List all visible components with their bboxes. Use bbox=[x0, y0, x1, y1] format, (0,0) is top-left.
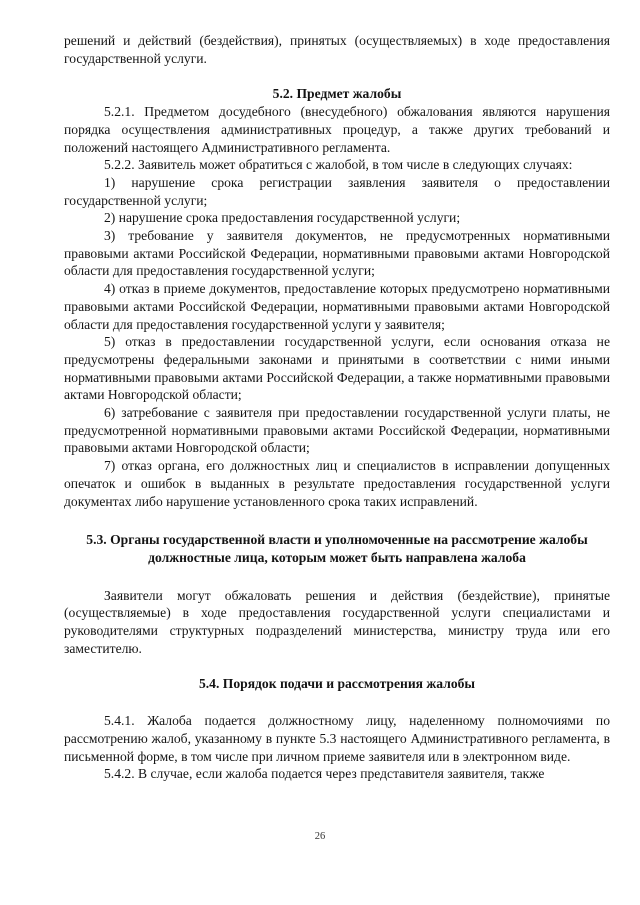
paragraph-5-2-2: 5.2.2. Заявитель может обратиться с жалобой, в том числе в следующих случаях: bbox=[104, 157, 573, 173]
section-5-4-heading: 5.4. Порядок подачи и рассмотрения жалобы bbox=[198, 675, 476, 691]
list-item-1: 1) нарушение срока регистрации заявления заявителя о предоставлении государственной услуги; bbox=[64, 174, 610, 208]
list-item-2: 2) нарушение срока предоставления государственной услуги; bbox=[104, 210, 461, 226]
paragraph-5-3: Заявители могут обжаловать решения и действия (бездействие), принятые (осуществляемые) в ходе предоставления государственной услуги специалистами и руководителями структурных подразделений министерства, министру труда или его заместителю. bbox=[64, 587, 610, 656]
list-item-5: 5) отказ в предоставлении государственной услуги, если основания отказа не предусмотрены федеральными законами и принятыми в соответствии с ними иными нормативными правовыми актами Российской Федерации, а также нормативными правовыми актами Новгородской области; bbox=[64, 334, 610, 403]
list-item-6: 6) затребование с заявителя при предоставлении государственной услуги платы, не предусмотренной нормативными правовыми актами Российской Федерации, нормативными правовыми актами Новгородской области; bbox=[64, 405, 610, 456]
list-item-3: 3) требование у заявителя документов, не предусмотренных нормативными правовыми актами Российской Федерации, нормативными правовыми актами Новгородской области для предоставления государственной услуги; bbox=[64, 228, 610, 279]
section-5-3-heading: 5.3. Органы государственной власти и уполномоченные на рассмотрение жалобы должностные лица, которым может быть направлена жалоба bbox=[86, 532, 588, 565]
list-item-4: 4) отказ в приеме документов, предоставление которых предусмотрено нормативными правовыми актами Российской Федерации, нормативными правовыми актами Новгородской области для предоставления государственной услуги у заявителя; bbox=[64, 281, 610, 332]
list-item-7: 7) отказ органа, его должностных лиц и специалистов в исправлении допущенных опечаток и ошибок в выданных в результате предоставления государственной услуги документах либо нарушение установленного срока таких исправлений. bbox=[64, 458, 610, 509]
paragraph-5-4-1: 5.4.1. Жалоба подается должностному лицу, наделенному полномочиями по рассмотрению жалоб, указанному в пункте 5.3 настоящего Административного регламента, в письменной форме, в том числе при личном приеме заявителя или в электронном виде. bbox=[64, 713, 610, 764]
section-5-2-heading: 5.2. Предмет жалобы bbox=[272, 86, 402, 102]
paragraph-5-2-1: 5.2.1. Предметом досудебного (внесудебного) обжалования являются нарушения порядка осуществления административных процедур, а также других требований и положений настоящего Административного регламента. bbox=[64, 104, 610, 155]
intro-fragment: решений и действий (бездействия), принятых (осуществляемых) в ходе предоставления государственной услуги. bbox=[64, 33, 610, 66]
page-number: 26 bbox=[314, 831, 326, 842]
paragraph-5-4-2: 5.4.2. В случае, если жалоба подается через представителя заявителя, также bbox=[104, 766, 545, 782]
